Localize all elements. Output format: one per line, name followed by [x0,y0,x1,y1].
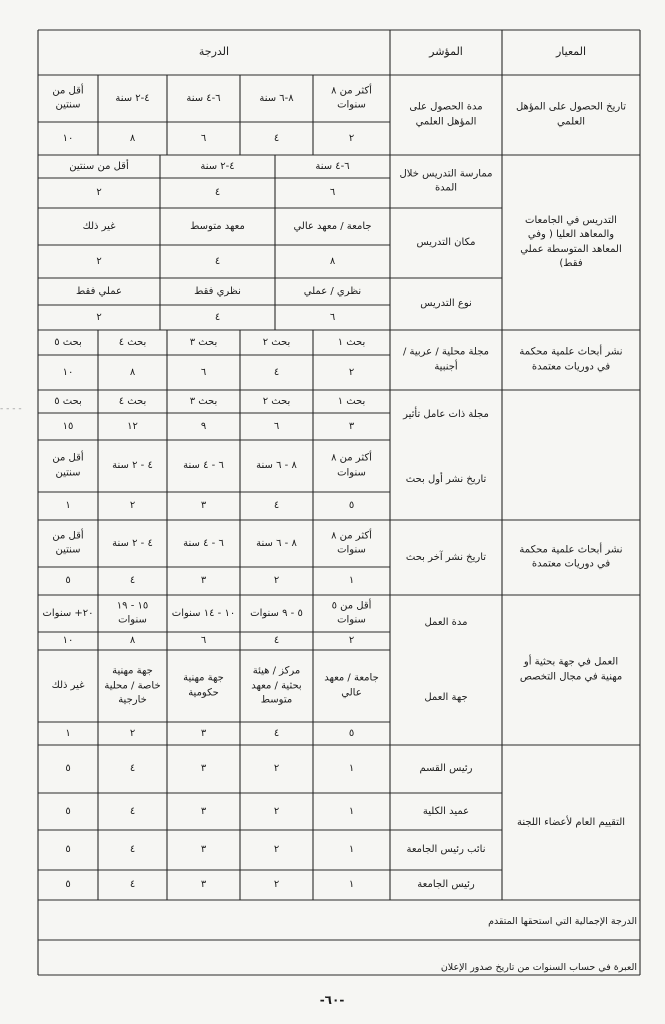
teaching-place-score: ٢ [96,255,102,267]
qualification-level: ٤-٢ سنة [115,92,150,104]
research-first-score: ٤ [273,499,280,511]
research-journal-level: بحث ٢ [262,336,291,348]
research-last-level: أقل من سنتين [52,530,84,556]
work-employer-level: جهة مهنية حكومية [183,672,224,698]
evaluation-score: ٥ [65,805,71,817]
research-first-level: أكثر من ٨ سنوات [331,452,372,478]
teaching-practice-score: ٢ [96,186,102,198]
work-duration-level: ٥ - ٩ سنوات [250,607,303,619]
teaching-type-level: نظري / عملي [303,285,362,297]
research-last-level: ٨ - ٦ سنة [256,537,297,549]
research-impact-level: بحث ٥ [54,395,82,407]
teaching-criterion: التدريس في الجامعات والمعاهد العليا ( وفي المعاهد المتوسطة عملي فقط) [520,214,622,269]
work-employer-indicator: جهة العمل [424,691,468,703]
evaluation-criterion: التقييم العام لأعضاء اللجنة [516,816,626,828]
header-indicator: المؤشر [429,45,463,59]
qualification-indicator: مدة الحصول على المؤهل العلمي [409,101,483,127]
work-duration-level: ١٥ - ١٩ سنوات [116,600,149,626]
work-employer-level: مركز / هيئة بحثية / معهد متوسط [251,665,302,706]
research-first-level: ٤ - ٢ سنة [112,459,153,471]
research-journal-level: بحث ٥ [54,336,82,348]
research-impact-score: ١٢ [127,420,138,432]
work-employer-level: جامعة / معهد عالي [324,672,379,698]
teaching-type-score: ٦ [329,311,336,323]
research-journal-level: بحث ٣ [189,336,218,348]
research-journal-score: ٨ [129,366,136,378]
teaching-practice-level: ٤-٢ سنة [200,160,235,172]
qualification-criterion: تاريخ الحصول على المؤهل العلمي [515,101,627,127]
evaluation-score: ٢ [273,843,280,855]
research-last-score: ٢ [273,574,280,586]
evaluation-score: ٤ [129,805,136,817]
teaching-type-score: ٤ [214,311,221,323]
evaluation-score: ٣ [200,878,207,890]
research-last-level: ٤ - ٢ سنة [112,537,153,549]
work-duration-score: ١٠ [62,634,74,646]
evaluation-score: ٤ [129,843,136,855]
research-first-score: ١ [65,499,71,511]
research-first-score: ٢ [129,499,136,511]
teaching-type-indicator: نوع التدريس [420,297,472,309]
research-impact-level: بحث ١ [337,395,366,407]
research-b-criterion: نشر أبحاث علمية محكمة في دوريات معتمدة [519,544,623,570]
evaluation-score: ١ [348,805,355,817]
header-grade: الدرجة [198,45,230,59]
research-impact-score: ٦ [273,420,280,432]
work-employer-score: ٥ [348,727,355,739]
years-calculation-note: العبرة في حساب السنوات من تاريخ صدور الإعلان [440,962,637,973]
qualification-score: ١٠ [62,132,74,144]
research-impact-level: بحث ٤ [118,395,147,407]
work-duration-score: ٢ [348,634,355,646]
research-first-indicator: تاريخ نشر أول بحث [405,473,487,485]
qualification-score: ٤ [273,132,280,144]
teaching-practice-level: ٦-٤ سنة [315,160,350,172]
teaching-place-score: ٤ [214,255,221,267]
research-last-level: ٦ - ٤ سنة [183,537,224,549]
research-last-score: ١ [348,574,355,586]
work-employer-level: جهة مهنية خاصة / محلية خارجية [104,665,161,706]
research-journal-score: ٦ [200,366,207,378]
teaching-practice-score: ٦ [329,186,336,198]
evaluation-row-indicator: رئيس الجامعة [417,878,475,890]
research-impact-score: ٩ [200,420,207,432]
research-last-score: ٤ [129,574,136,586]
evaluation-score: ٢ [273,762,280,774]
evaluation-score: ٤ [129,762,136,774]
teaching-place-indicator: مكان التدريس [416,236,476,248]
research-journal-score: ٤ [273,366,280,378]
evaluation-score: ٣ [200,805,207,817]
teaching-practice-indicator: ممارسة التدريس خلال المدة [399,168,493,194]
qualification-score: ٦ [200,132,207,144]
margin-mark: - - - - [0,404,22,414]
research-last-level: أكثر من ٨ سنوات [331,530,372,556]
work-duration-indicator: مدة العمل [424,616,468,628]
research-impact-indicator: مجلة ذات عامل تأثير [403,408,489,420]
work-employer-score: ٢ [129,727,136,739]
research-journal-score: ٢ [348,366,355,378]
evaluation-score: ٥ [65,878,71,890]
research-impact-score: ١٥ [62,420,74,432]
research-last-score: ٣ [200,574,207,586]
qualification-level: أكثر من ٨ سنوات [331,85,372,111]
work-duration-score: ٨ [129,634,136,646]
work-duration-score: ٦ [200,634,207,646]
research-last-indicator: تاريخ نشر آخر بحث [405,551,487,563]
research-first-score: ٣ [200,499,207,511]
evaluation-score: ٢ [273,878,280,890]
teaching-place-level: جامعة / معهد عالي [293,220,372,232]
evaluation-score: ١ [348,843,355,855]
total-grade-label: الدرجة الإجمالية التي استحقها المتقدم [488,916,637,927]
research-journal-level: بحث ٤ [118,336,147,348]
qualification-level: أقل من سنتين [52,85,84,111]
research-impact-score: ٣ [348,420,355,432]
research-last-score: ٥ [65,574,71,586]
research-journal-indicator: مجلة محلية / عربية / أجنبية [402,346,490,372]
research-first-level: ٨ - ٦ سنة [256,459,297,471]
work-criterion: العمل في جهة بحثية أو مهنية في مجال التخصص [519,656,623,682]
qualification-score: ٢ [348,132,355,144]
teaching-place-level: معهد متوسط [190,220,245,232]
qualification-level: ٦-٤ سنة [186,92,221,104]
research-a-criterion: نشر أبحاث علمية محكمة في دوريات معتمدة [519,346,623,372]
evaluation-score: ٣ [200,762,207,774]
work-duration-level: ٢٠+ سنوات [42,607,94,619]
teaching-place-score: ٨ [329,255,336,267]
research-first-level: أقل من سنتين [52,452,84,478]
header-criterion: المعيار [555,45,587,59]
teaching-practice-score: ٤ [214,186,221,198]
evaluation-score: ٥ [65,843,71,855]
work-employer-score: ١ [65,727,71,739]
evaluation-score: ٣ [200,843,207,855]
research-first-score: ٥ [348,499,355,511]
evaluation-row-indicator: رئيس القسم [419,762,473,774]
work-duration-level: ١٠ - ١٤ سنوات [171,607,236,619]
evaluation-score: ٥ [65,762,71,774]
work-employer-level: غير ذلك [51,679,85,691]
evaluation-row-indicator: عميد الكلية [422,805,470,817]
evaluation-score: ١ [348,878,355,890]
work-employer-score: ٣ [200,727,207,739]
research-first-level: ٦ - ٤ سنة [183,459,224,471]
teaching-type-score: ٢ [96,311,102,323]
research-journal-score: ١٠ [62,366,74,378]
teaching-practice-level: أقل من سنتين [69,160,129,172]
evaluation-score: ٢ [273,805,280,817]
work-duration-score: ٤ [273,634,280,646]
work-employer-score: ٤ [273,727,280,739]
qualification-score: ٨ [129,132,136,144]
teaching-type-level: نظري فقط [194,285,241,297]
evaluation-row-indicator: نائب رئيس الجامعة [406,843,486,855]
teaching-type-level: عملي فقط [76,285,122,297]
page-number: -٦٠- [319,993,345,1007]
research-journal-level: بحث ١ [337,336,366,348]
work-duration-level: أقل من ٥ سنوات [331,600,372,626]
evaluation-score: ٤ [129,878,136,890]
research-impact-level: بحث ٢ [262,395,291,407]
research-impact-level: بحث ٣ [189,395,218,407]
teaching-place-level: غير ذلك [82,220,116,232]
qualification-level: ٨-٦ سنة [259,92,294,104]
evaluation-score: ١ [348,762,355,774]
